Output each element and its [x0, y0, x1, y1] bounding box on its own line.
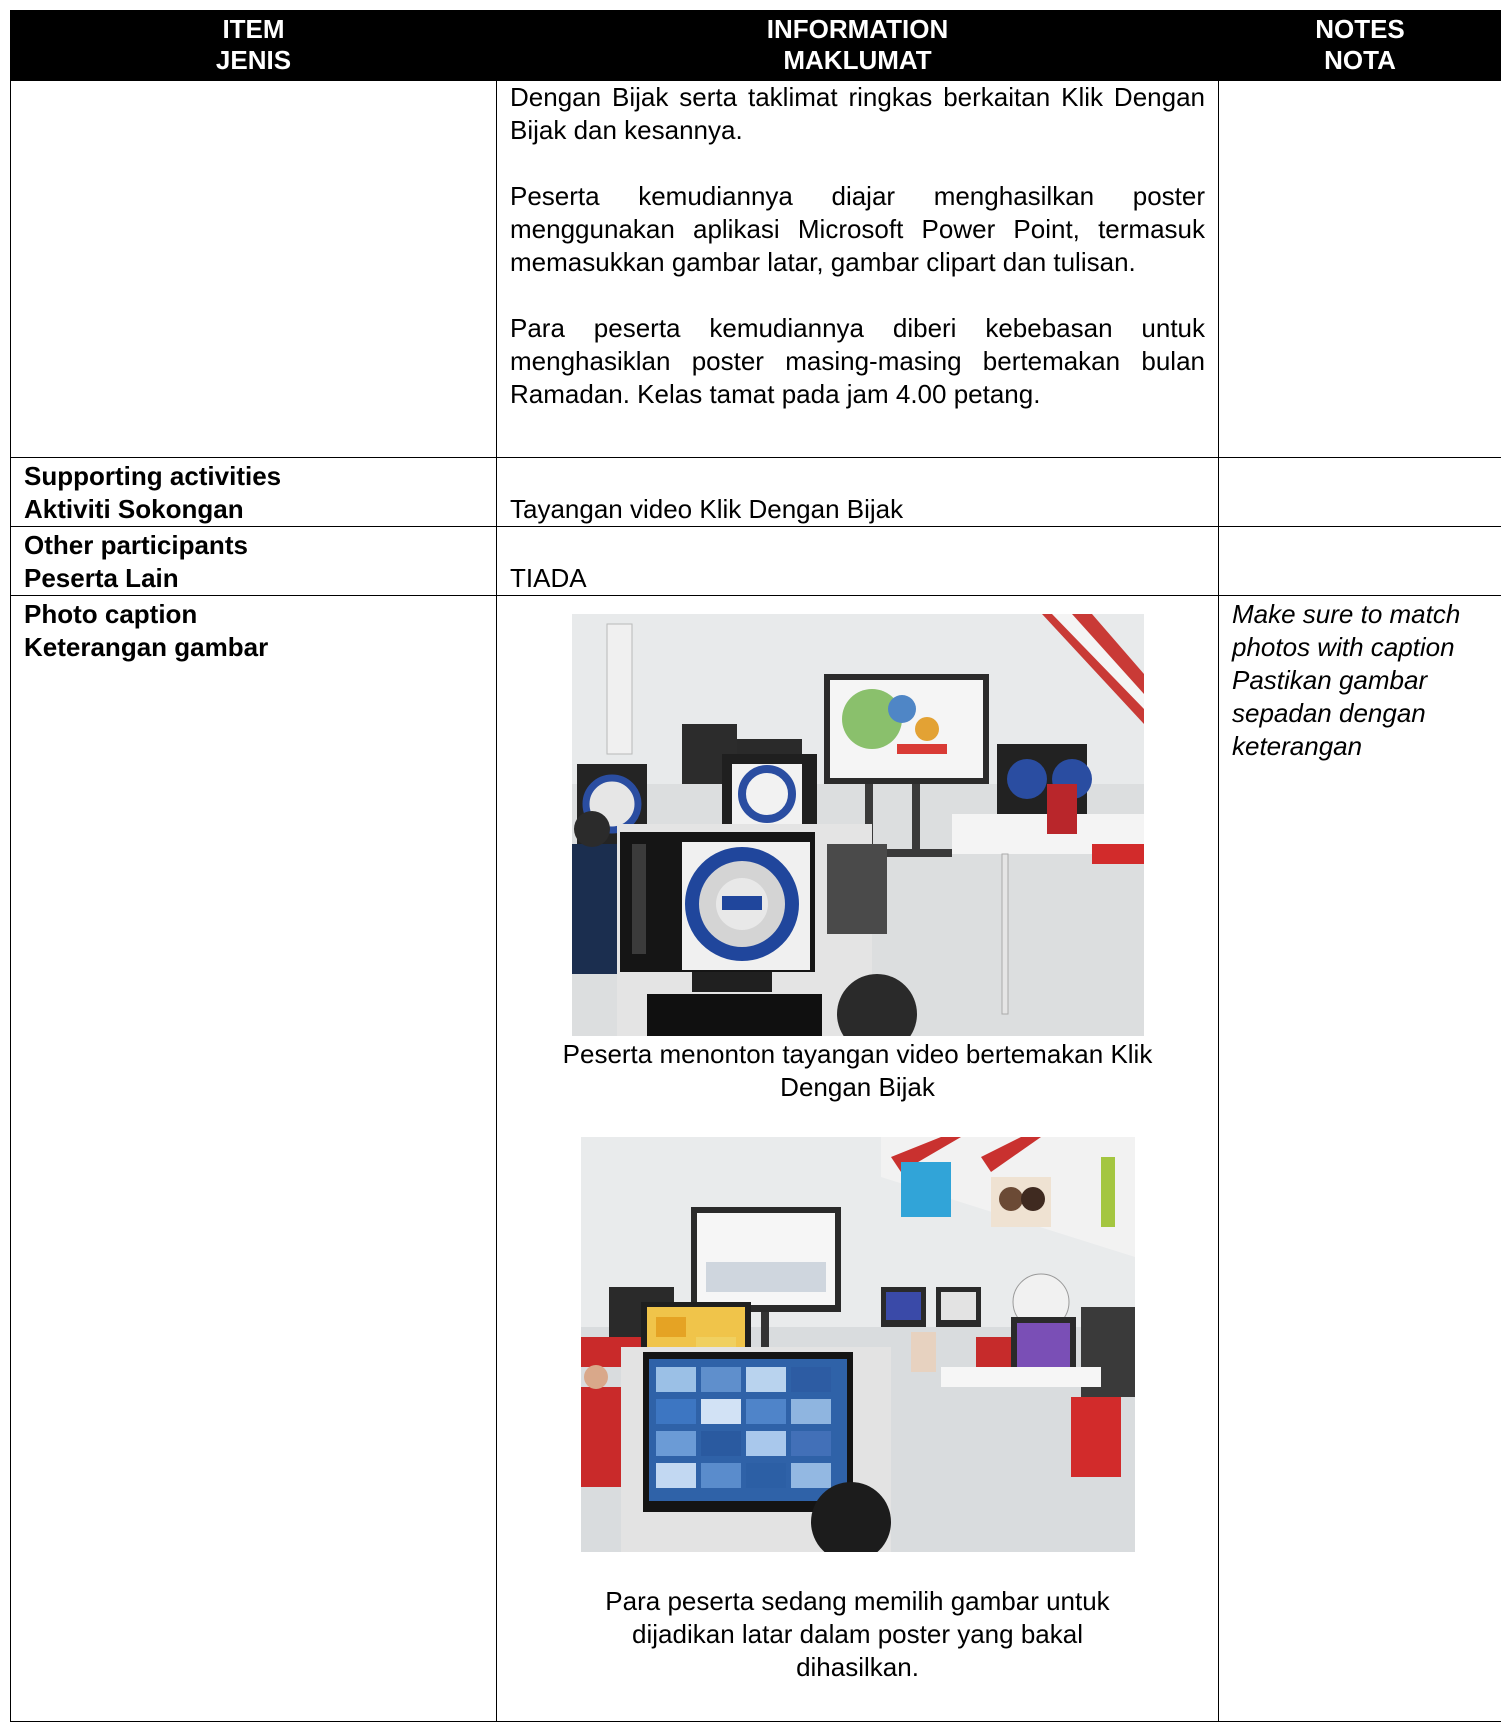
photo-classroom-video	[572, 614, 1144, 1036]
participants-value: TIADA	[497, 527, 1219, 596]
info-row	[11, 81, 1501, 458]
photo-classroom-poster-image	[581, 1137, 1135, 1552]
info-notes-cell	[1219, 81, 1501, 458]
photo-classroom-video-image	[572, 614, 1144, 1036]
photo-notes: Make sure to match photos with caption Pastikan gambar sepadan dengan keterangan	[1219, 596, 1501, 1722]
info-paragraph: Peserta kemudiannya diajar menghasilkan poster menggunakan aplikasi Microsoft Power Point, termasuk memasukkan gambar latar, gambar clipart dan tulisan.	[510, 181, 1205, 277]
info-paragraph: Dengan Bijak serta taklimat ringkas berkaitan Klik Dengan Bijak dan kesannya.	[510, 82, 1205, 145]
info-paragraph: Para peserta kemudiannya diberi kebebasan untuk menghasiklan poster masing-masing bertemakan bulan Ramadan. Kelas tamat pada jam 4.00 petang.	[510, 313, 1205, 409]
document-page	[10, 10, 1501, 1722]
info-item-cell	[11, 81, 497, 458]
supporting-value: Tayangan video Klik Dengan Bijak	[497, 458, 1219, 527]
supporting-label: Supporting activities Aktiviti Sokongan	[11, 458, 497, 527]
header-information: INFORMATION MAKLUMAT	[497, 11, 1219, 81]
participants-label: Other participants Peserta Lain	[11, 527, 497, 596]
report-table	[10, 10, 1501, 1722]
photo-cell	[497, 596, 1219, 1722]
photo-caption-2: Para peserta sedang memilih gambar untuk dijadikan latar dalam poster yang bakal dihasilkan.	[605, 1586, 1110, 1682]
photo-row	[11, 596, 1501, 1722]
photo-label: Photo caption Keterangan gambar	[11, 596, 497, 1722]
header-notes: NOTES NOTA	[1219, 11, 1501, 81]
participants-row	[11, 527, 1501, 596]
photo-classroom-poster	[581, 1137, 1135, 1552]
info-text-cell	[497, 81, 1219, 458]
header-item: ITEM JENIS	[11, 11, 497, 81]
header-row	[11, 11, 1501, 81]
supporting-row	[11, 458, 1501, 527]
supporting-notes-cell	[1219, 458, 1501, 527]
participants-notes-cell	[1219, 527, 1501, 596]
photo-caption-1: Peserta menonton tayangan video bertemakan Klik Dengan Bijak	[562, 1039, 1153, 1102]
